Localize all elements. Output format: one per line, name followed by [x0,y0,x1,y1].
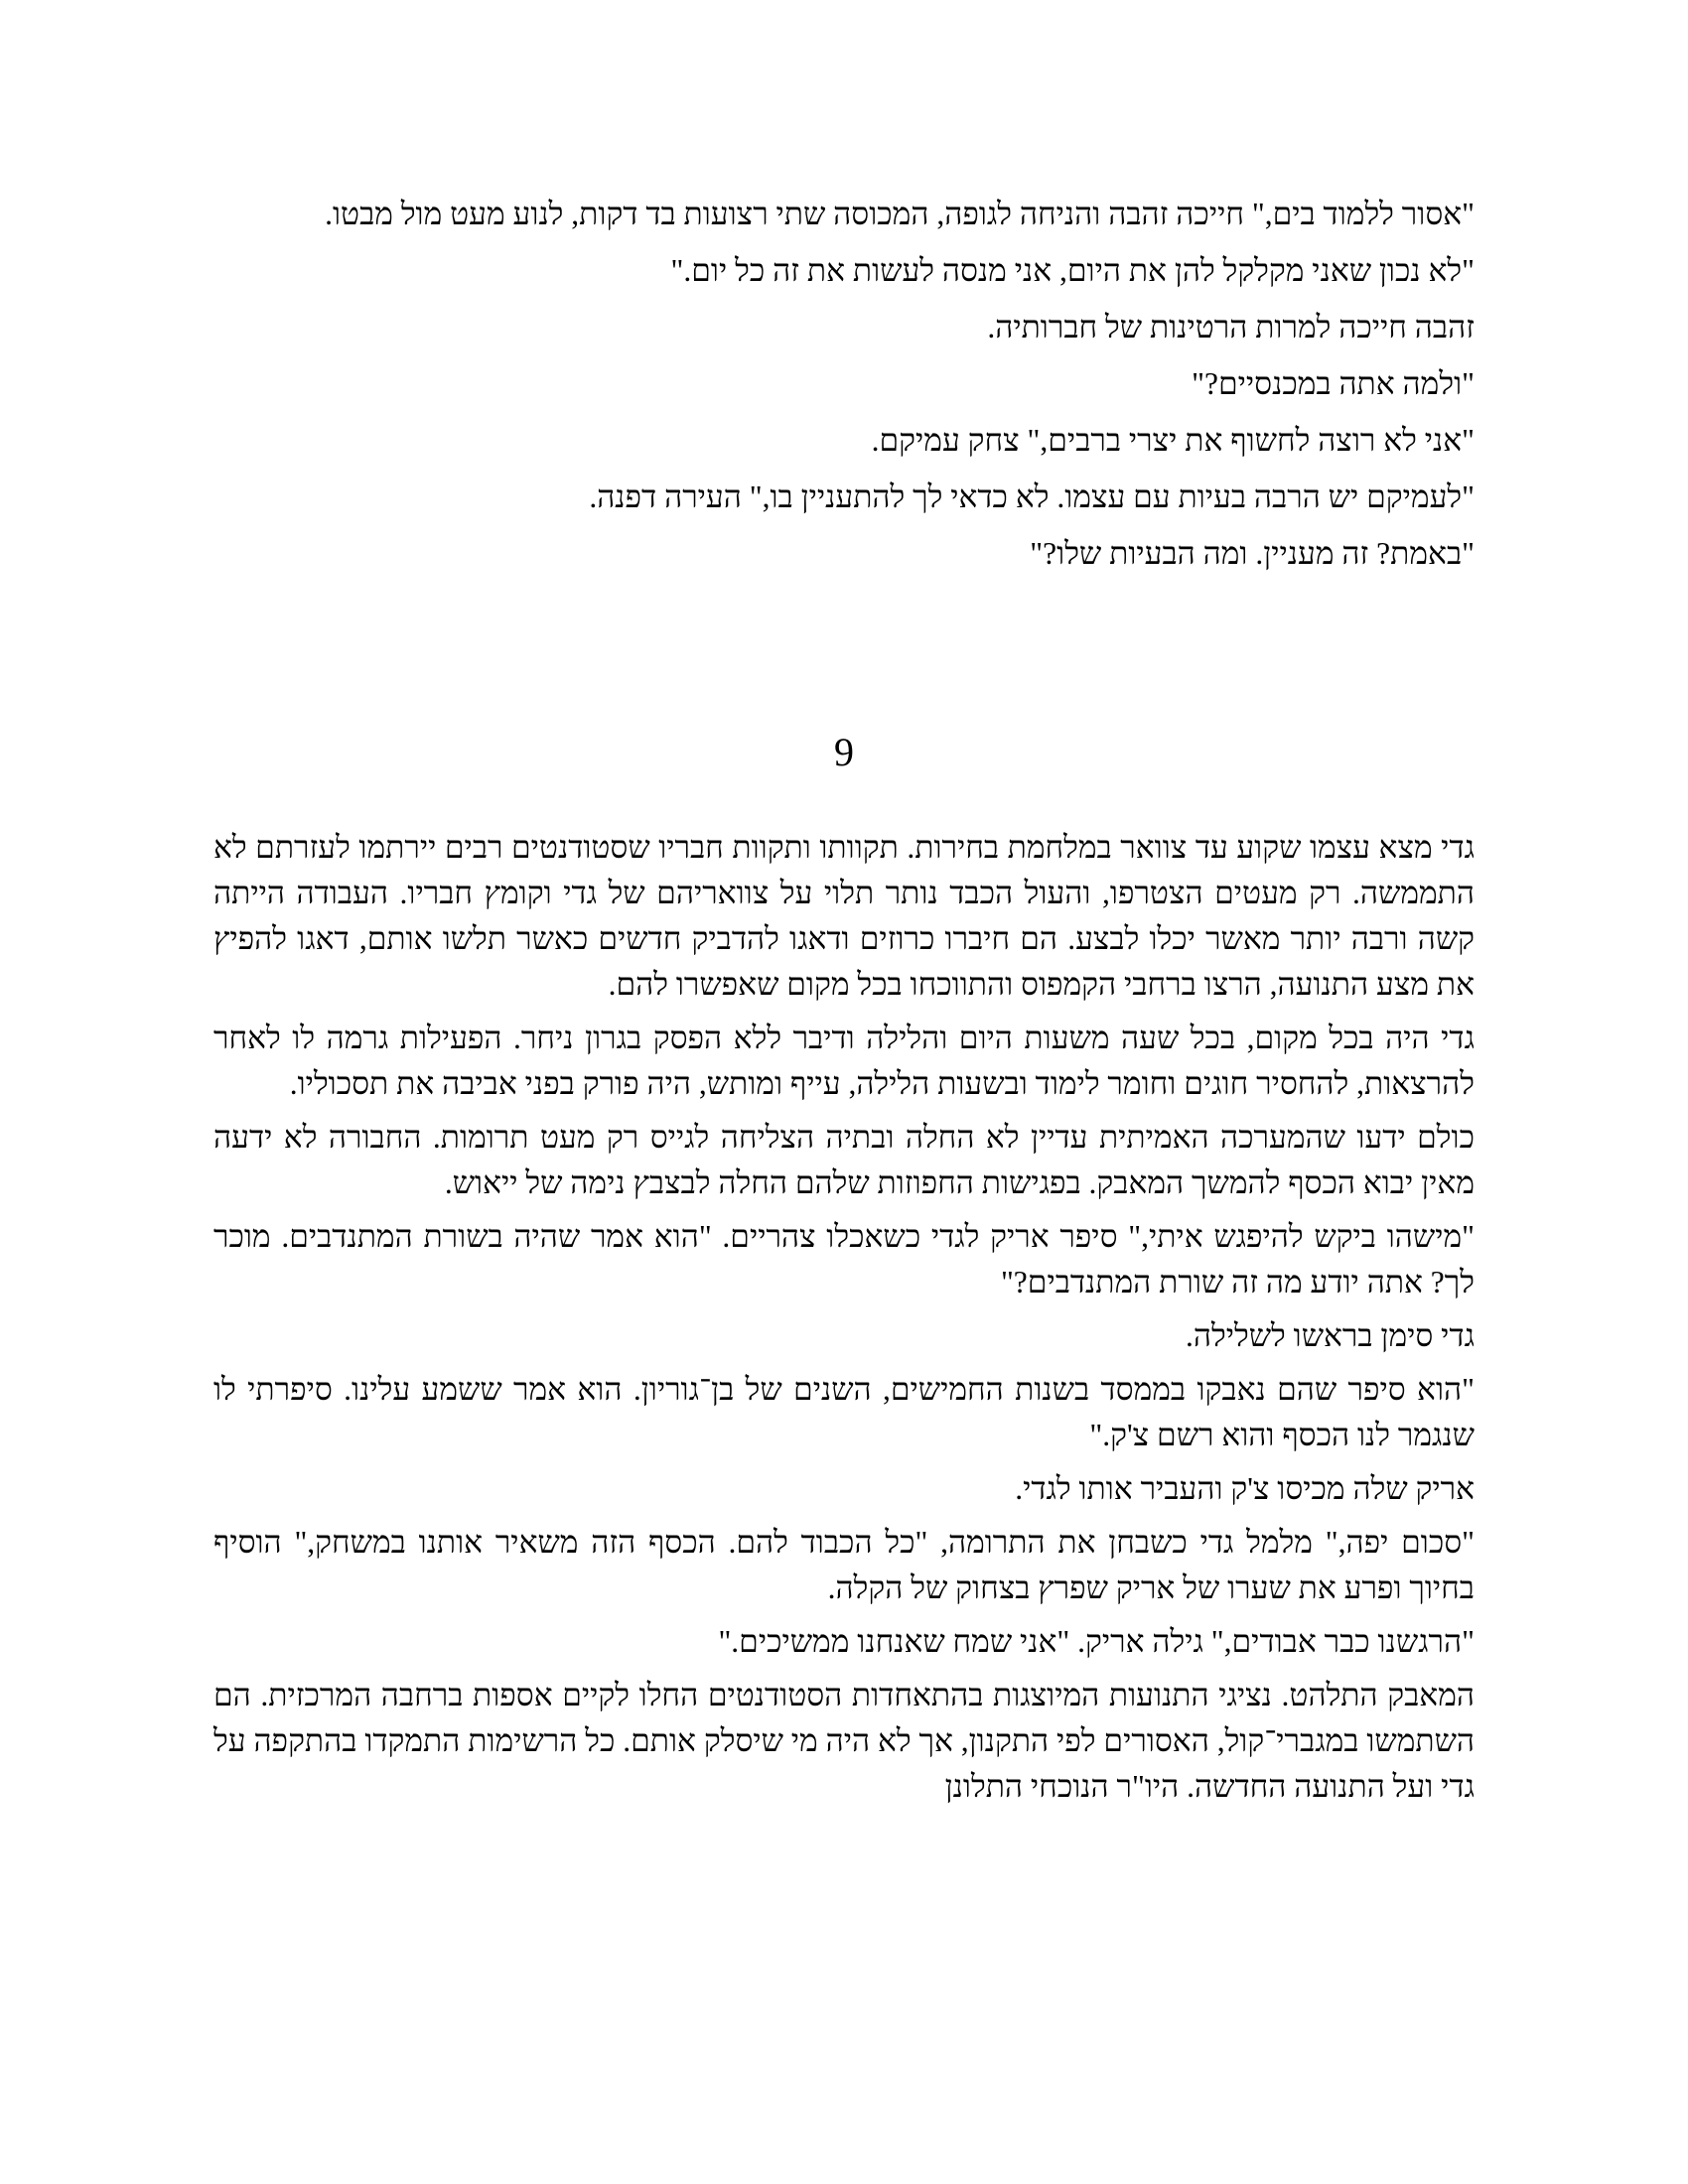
paragraph: "לא נכון שאני מקלקל להן את היום, אני מנסה לעשות את זה כל יום." [670,253,1475,288]
dialogue-section [213,192,1475,588]
paragraph: גדי היה בכל מקום, בכל שעה משעות היום והלילה ודיבר ללא הפסק בגרון ניחר. הפעילות גרמה לו לאחר להרצאות, להחסיר חוגים וחומר לימוד ובשעות הלילה, עייף ומותש, היה פורק בפני אביבה את תסכוליו. [213,1021,1475,1101]
paragraph: גדי סימן בראשו לשלילה. [1186,1318,1475,1353]
chapter-body [213,825,1475,1818]
paragraph: המאבק התלהט. נציגי התנועות המיוצגות בהתאחדות הסטודנטים החלו לקיים אספות ברחבה המרכזית. הם השתמשו במגברי־קול, האסורים לפי התקנון, אך לא היה מי שיסלק אותם. כל הרשימות התמקדו בהתקפה על גדי ועל התנועה החדשה. היו"ר הנוכחי התלונן [213,1678,1475,1804]
paragraph: "אסור ללמוד בים," חייכה זהבה והניחה לגופה, המכוסה שתי רצועות בד דקות, לנוע מעט מול מבטו. [325,197,1475,231]
paragraph: "ולמה אתה במכנסיים?" [1192,366,1475,401]
paragraph: זהבה חייכה למרות הרטינות של חברותיה. [987,310,1475,344]
paragraph: "לעמיקם יש הרבה בעיות עם עצמו. לא כדאי לך להתעניין בו," העירה דפנה. [589,479,1475,514]
chapter-number: 9 [834,730,854,774]
paragraph: "הרגשנו כבר אבודים," גילה אריק. "אני שמח שאנחנו ממשיכים." [718,1624,1475,1659]
paragraph: אריק שלה מכיסו צ'ק והעביר אותו לגדי. [1015,1471,1475,1506]
paragraph: גדי מצא עצמו שקוע עד צוואר במלחמת בחירות. תקוותו ותקוות חבריו שסטודנטים רבים יירתמו לעזרתם לא התממשה. רק מעטים הצטרפו, והעול הכבד נותר תלוי על צוואריהם של גדי וקומץ חבריו. העבודה הייתה קשה ורבה יותר מאשר יכלו לבצע. הם חיברו כרוזים ודאגו להדביק חדשים כאשר תלשו אותם, דאגו להפיץ את מצע התנועה, הרצו ברחבי הקמפוס והתווכחו בכל מקום שאפשרו להם. [213,830,1475,1002]
paragraph: "סכום יפה," מלמל גדי כשבחן את התרומה, "כל הכבוד להם. הכסף הזה משאיר אותנו במשחק," הוסיף בחיוך ופרע את שערו של אריק שפרץ בצחוק של הקלה. [213,1525,1475,1605]
paragraph: "הוא סיפר שהם נאבקו בממסד בשנות החמישים, השנים של בן־גוריון. הוא אמר ששמע עלינו. סיפרתי לו שנגמר לנו הכסף והוא רשם צ'ק." [213,1372,1475,1452]
paragraph: "אני לא רוצה לחשוף את יצרי ברבים," צחק עמיקם. [871,423,1475,458]
paragraph: "באמת? זה מעניין. ומה הבעיות שלו?" [1030,536,1475,571]
paragraph: כולם ידעו שהמערכה האמיתית עדיין לא החלה ובתיה הצליחה לגייס רק מעט תרומות. החבורה לא ידעה מאין יבוא הכסף להמשך המאבק. בפגישות החפוזות שלהם החלה לבצבץ נימה של ייאוש. [213,1120,1475,1200]
paragraph: "מישהו ביקש להיפגש איתי," סיפר אריק לגדי כשאכלו צהריים. "הוא אמר שהיה בשורת המתנדבים. מוכר לך? אתה יודע מה זה שורת המתנדבים?" [213,1219,1475,1299]
